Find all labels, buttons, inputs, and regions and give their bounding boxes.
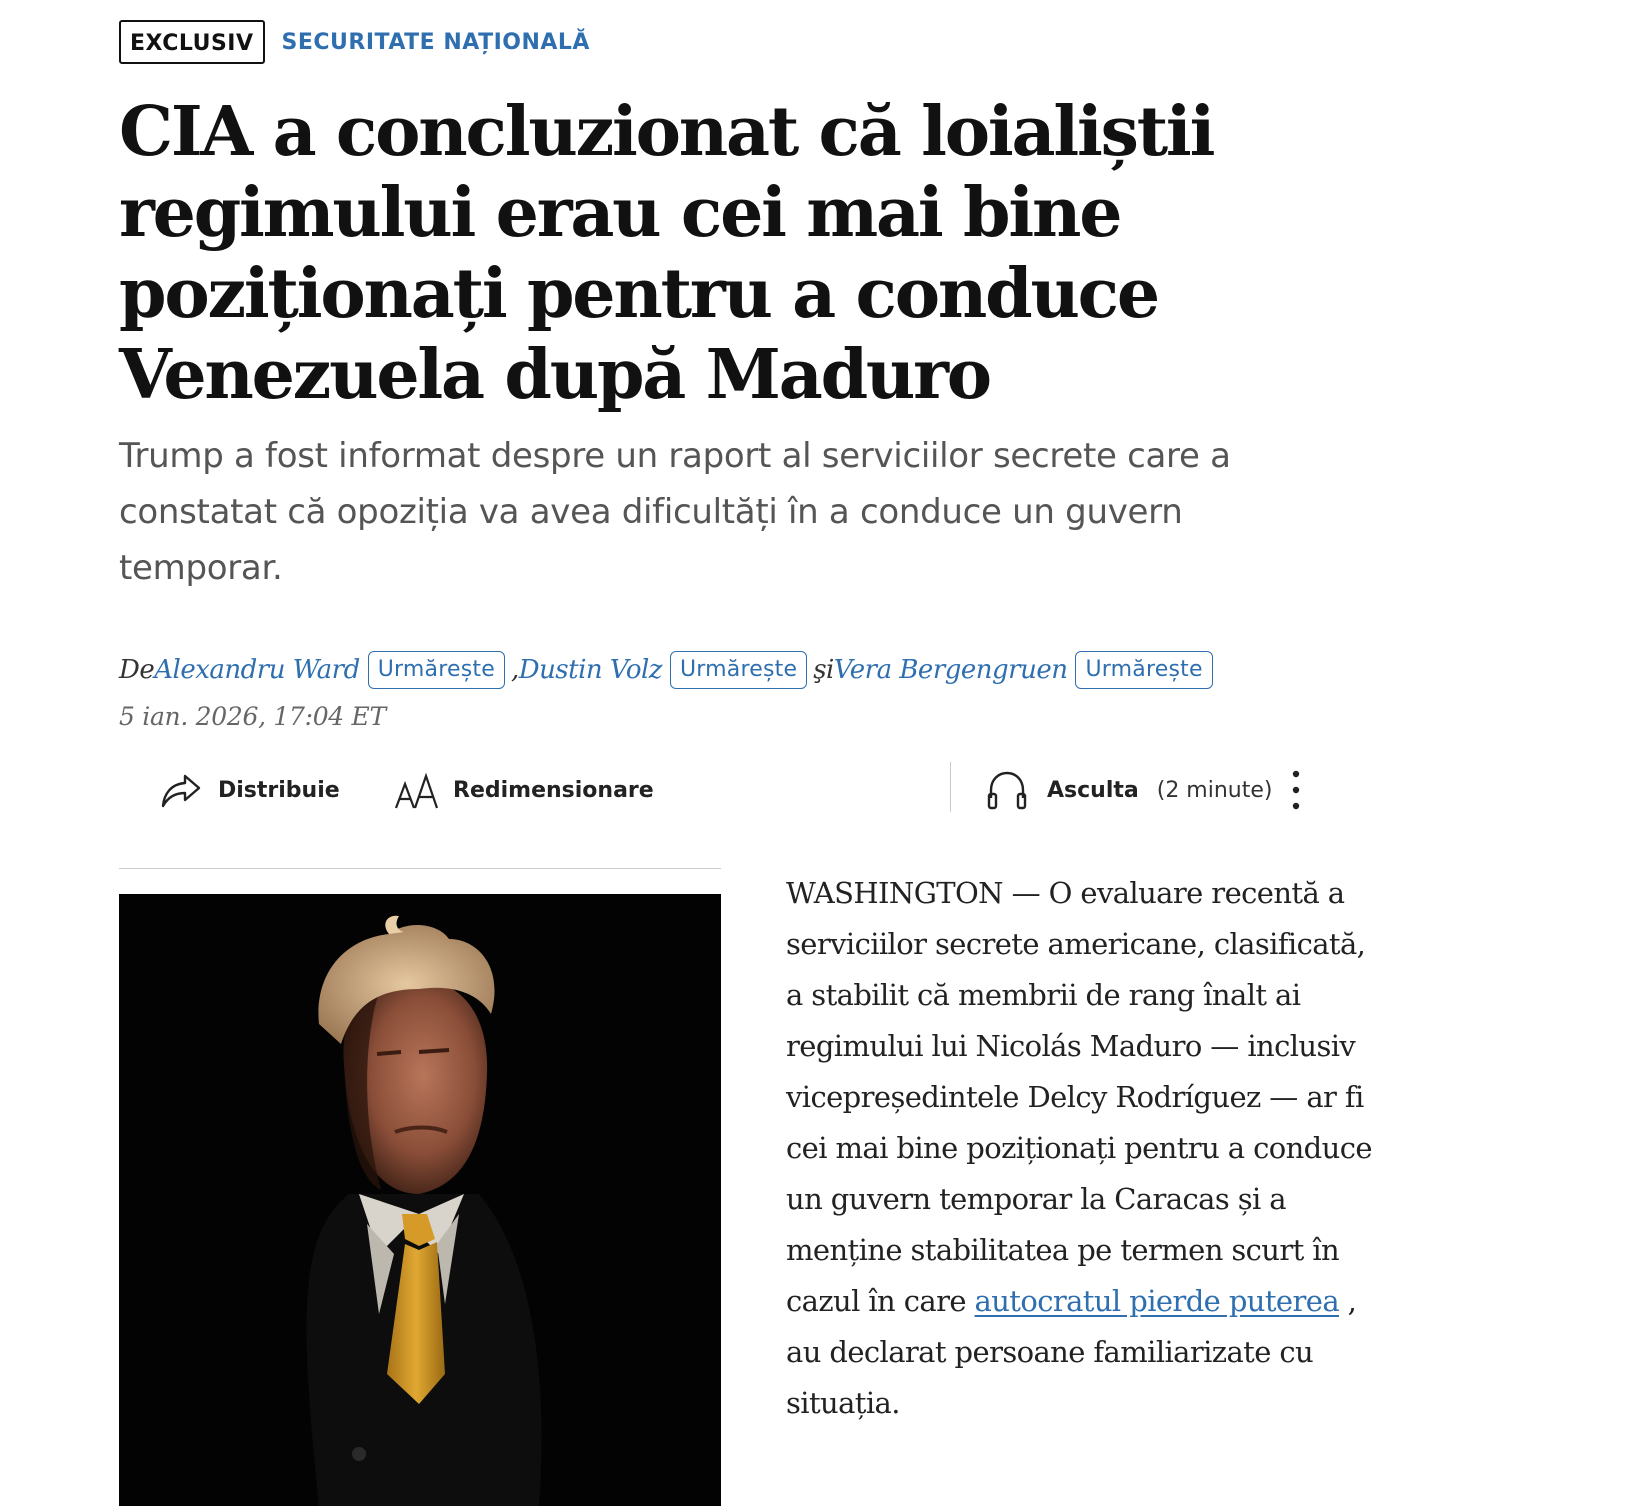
byline-separator-and: şi <box>813 655 834 685</box>
resize-label: Redimensionare <box>453 777 654 803</box>
headline: CIA a concluzionat că loialiștii regimului erau cei mai bine poziționați pentru a conduce Venezuela după Maduro <box>119 92 1214 415</box>
listen-label: Asculta <box>1047 777 1139 803</box>
lead-image[interactable] <box>119 894 721 1506</box>
publish-timestamp: 5 ian. 2026, 17:04 ET <box>119 702 386 731</box>
section-link[interactable]: SECURITATE NAȚIONALĂ <box>281 29 590 55</box>
byline-prefix: De <box>119 655 155 685</box>
portrait-photo-icon <box>119 894 721 1506</box>
follow-button-ward[interactable]: Urmărește <box>368 651 505 689</box>
headphones-icon <box>985 768 1029 812</box>
image-top-rule <box>119 868 721 869</box>
follow-button-bergengruen[interactable]: Urmărește <box>1075 651 1212 689</box>
article-tags <box>119 20 590 64</box>
body-text-after: , au declarat persoane familiarizate cu situația. <box>786 1284 1357 1420</box>
byline <box>119 651 1219 689</box>
byline-separator-comma: , <box>510 655 519 685</box>
author-link-volz[interactable]: Dustin Volz <box>518 655 662 685</box>
article-body-paragraph <box>786 868 1374 1429</box>
dek: Trump a fost informat despre un raport al serviciilor secrete care a constatat că opoziția va avea dificultăți în a conduce un guvern temporar. <box>119 436 1231 588</box>
follow-button-volz[interactable]: Urmărește <box>670 651 807 689</box>
text-size-icon <box>393 768 441 812</box>
author-link-ward[interactable]: Alexandru Ward <box>154 655 360 685</box>
listen-duration: (2 minute) <box>1156 777 1273 803</box>
share-label: Distribuie <box>218 777 340 803</box>
share-button[interactable] <box>159 760 340 820</box>
author-link-bergengruen[interactable]: Vera Bergengruen <box>833 655 1068 685</box>
body-text-before: WASHINGTON — O evaluare recentă a serviciilor secrete americane, clasificată, a stabilit că membrii de rang înalt ai regimului lui Nicolás Maduro — inclusiv vicepreședintele Delcy Rodríguez — ar fi cei mai bine poziționați pentru a conduce un guvern temporar la Caracas și a menține stabilitatea pe termen scurt în cazul în care <box>786 876 1372 1318</box>
exclusive-badge: EXCLUSIV <box>119 20 265 64</box>
more-vertical-icon <box>1290 768 1302 812</box>
more-options-button[interactable] <box>1281 760 1311 820</box>
toolbar-divider <box>950 762 951 812</box>
article-toolbar <box>119 760 1379 820</box>
body-inline-link[interactable]: autocratul pierde puterea <box>974 1284 1340 1318</box>
share-icon <box>159 770 203 810</box>
listen-button[interactable] <box>985 760 1272 820</box>
resize-button[interactable] <box>393 760 654 820</box>
